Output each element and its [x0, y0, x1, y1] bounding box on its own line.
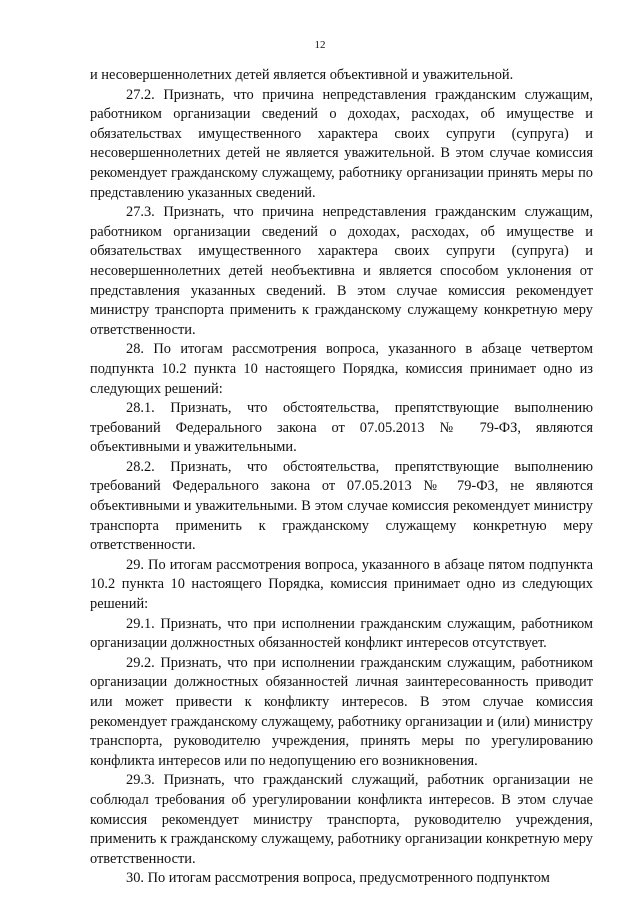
paragraph-29: 29. По итогам рассмотрения вопроса, указанного в абзаце пятом подпункта 10.2 пункта 10 настоящего Порядка, комиссия принимает одно из следующих решений:: [90, 556, 593, 613]
paragraph-28-1: 28.1. Признать, что обстоятельства, препятствующие выполнению требований Федерального закона от 07.05.2013 № 79-ФЗ, являются объективными и уважительными.: [90, 400, 593, 456]
paragraph-29-3: 29.3. Признать, что гражданский служащий, работник организации не соблюдал требования об урегулировании конфликта интересов. В этом случае комиссия рекомендует министру транспорта, руководителю учреждения, применить к гражданскому служащему, работнику организации конкретную меру ответственности.: [90, 772, 593, 867]
paragraph-continuation: и несовершеннолетних детей является объективной и уважительной.: [90, 67, 514, 83]
paragraph-30: 30. По итогам рассмотрения вопроса, предусмотренного подпунктом: [126, 870, 550, 887]
paragraph-28: 28. По итогам рассмотрения вопроса, указанного в абзаце четвертом подпункта 10.2 пункта 10 настоящего Порядка, комиссия принимает одно из следующих решений:: [90, 341, 593, 397]
paragraph-27-2: 27.2. Признать, что причина непредставления гражданским служащим, работником организации сведений о доходах, расходах, об имуществе и обязательствах имущественного характера своих супруги (супруга) и несовершеннолетних детей не является уважительной. В этом случае комиссия рекомендует гражданскому служащему, работнику организации принять меры по представлению указанных сведений.: [90, 86, 593, 201]
paragraph-28-2: 28.2. Признать, что обстоятельства, препятствующие выполнению требований Федерального закона от 07.05.2013 № 79-ФЗ, не являются объективными и уважительными. В этом случае комиссия рекомендует министру транспорта применить к гражданскому служащему конкретную меру ответственности.: [90, 458, 593, 554]
paragraph-27-3: 27.3. Признать, что причина непредставления гражданским служащим, работником организации сведений о доходах, расходах, об имуществе и обязательствах имущественного характера своих супруги (супруга) и несовершеннолетних детей необъективна и является способом уклонения от представления указанных сведений. В этом случае комиссия рекомендует министру транспорта применить к гражданскому служащему конкретную меру ответственности.: [90, 204, 593, 338]
document-body: [90, 66, 593, 889]
paragraph-29-2: 29.2. Признать, что при исполнении гражданским служащим, работником организации должностных обязанностей личная заинтересованность приводит или может привести к конфликту интересов. В этом случае комиссия рекомендует гражданскому служащему, работнику организации и (или) министру транспорта, руководителю учреждения, принять меры по урегулированию конфликта интересов или по недопущению его возникновения.: [90, 654, 593, 769]
paragraph-29-1: 29.1. Признать, что при исполнении гражданским служащим, работником организации должностных обязанностей конфликт интересов отсутствует.: [90, 615, 593, 652]
page-number: 12: [314, 39, 326, 51]
